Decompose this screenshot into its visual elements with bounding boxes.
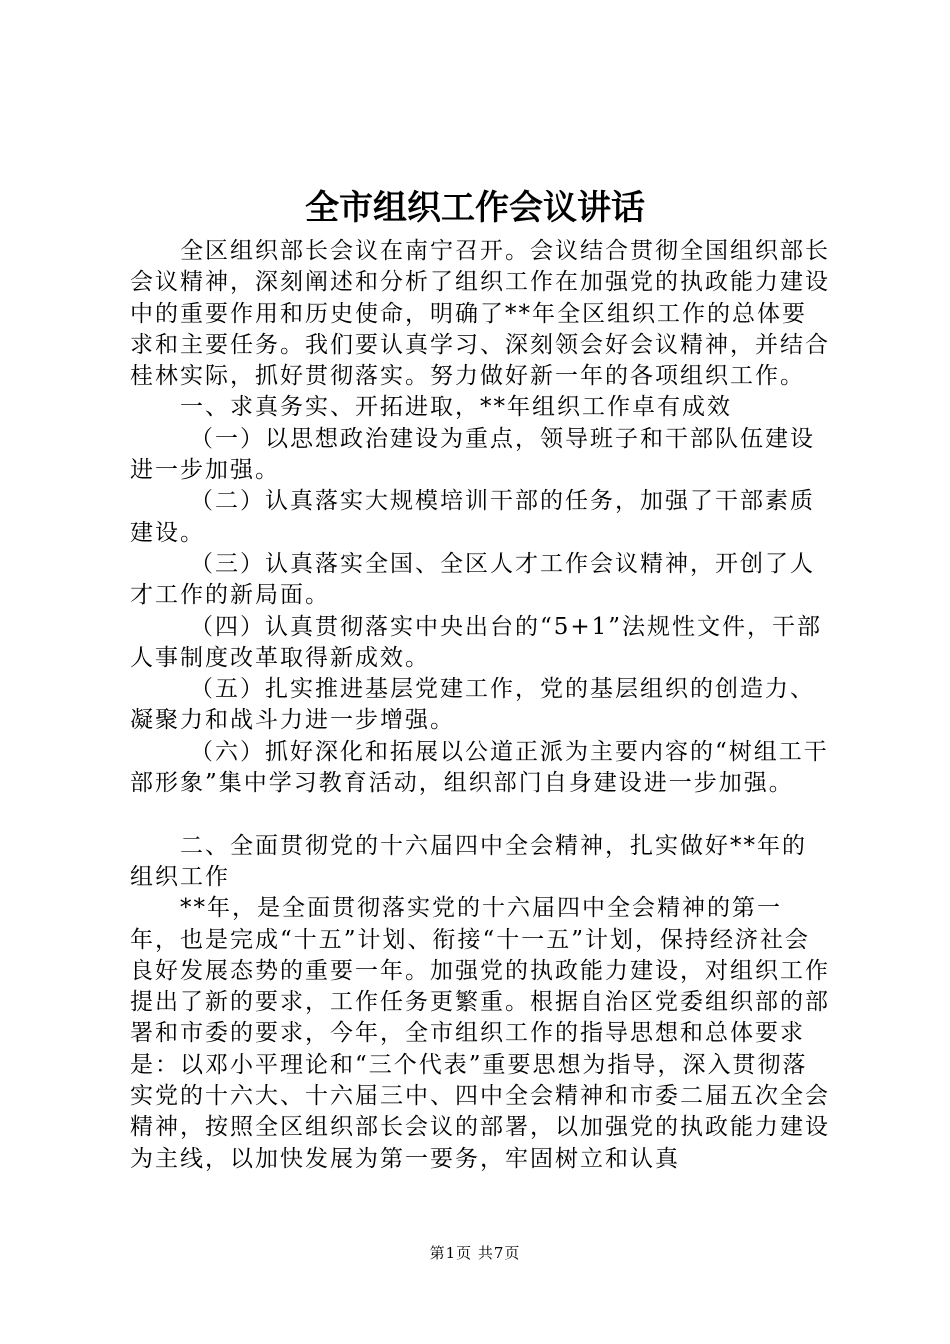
paragraph-item-5: （五）扎实推进基层党建工作，党的基层组织的创造力、凝聚力和战斗力进一步增强。 <box>130 676 815 734</box>
paragraph-item-1: （一）以思想政治建设为重点，领导班子和干部队伍建设进一步加强。 <box>130 425 815 484</box>
section-heading-two: 二、全面贯彻党的十六届四中全会精神，扎实做好**年的组织工作 <box>130 832 807 890</box>
page-footer: 第1页 共7页 <box>429 1244 521 1262</box>
paragraph-intro: 全区组织部长会议在南宁召开。会议结合贯彻全国组织部长会议精神，深刻阐述和分析了组织工作在加强党的执政能力建设中的重要作用和历史使命，明确了**年全区组织工作的总体要求和主要任务。我们要认真学习、深刻领会好会议精神，并结合桂林实际，抓好贯彻落实。努力做好新一年的各项组织工作。 <box>130 238 830 390</box>
section-heading-one: 一、求真务实、开拓进取，**年组织工作卓有成效 <box>180 394 732 421</box>
document-title: 全市组织工作会议讲话 <box>305 188 645 228</box>
blank-line <box>130 799 830 830</box>
paragraph-item-6: （六）抓好深化和拓展以公道正派为主要内容的“树组工干部形象”集中学习教育活动，组织部门自身建设进一步加强。 <box>130 738 829 797</box>
paragraph-item-3: （三）认真落实全国、全区人才工作会议精神，开创了人才工作的新局面。 <box>130 550 815 609</box>
document-body <box>130 236 830 1175</box>
paragraph-section-two: **年，是全面贯彻落实党的十六届四中全会精神的第一年，也是完成“十五”计划、衔接“十一五”计划，保持经济社会良好发展态势的重要一年。加强党的执政能力建设，对组织工作提出了新的要求，工作任务更繁重。根据自治区党委组织部的部署和市委的要求，今年，全市组织工作的指导思想和总体要求是：以邓小平理论和“三个代表”重要思想为指导，深入贯彻落实党的十六大、十六届三中、四中全会精神和市委二届五次全会精神，按照全区组织部长会议的部署，以加强党的执政能力建设为主线，以加快发展为第一要务，牢固树立和认真 <box>130 895 830 1172</box>
paragraph-item-2: （二）认真落实大规模培训干部的任务，加强了干部素质建设。 <box>130 488 815 546</box>
paragraph-item-4: （四）认真贯彻落实中央出台的“5+1”法规性文件，干部人事制度改革取得新成效。 <box>130 613 823 671</box>
